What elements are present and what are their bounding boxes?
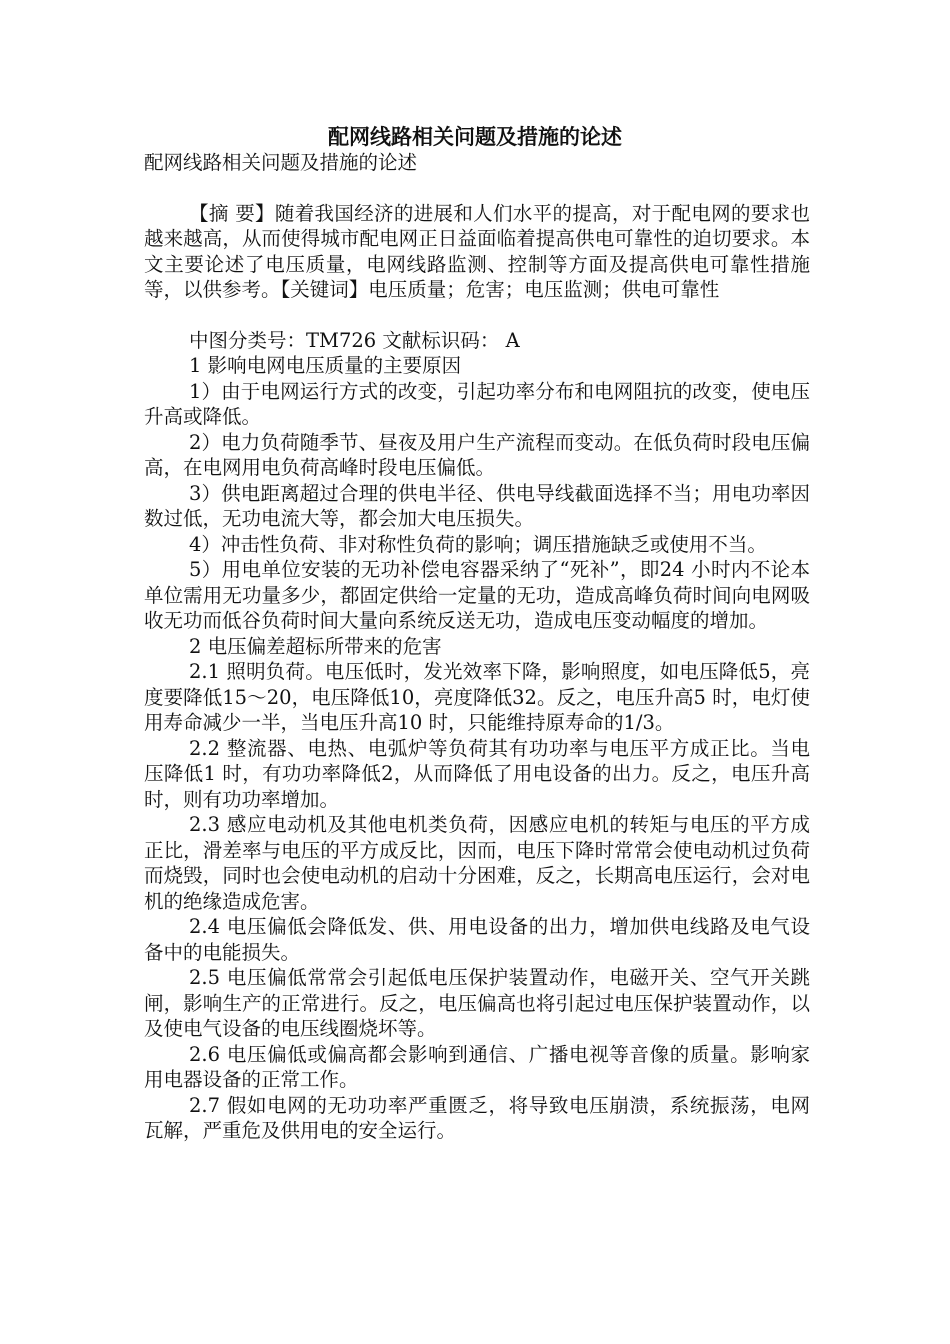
section-2-item: 2.4 电压偏低会降低发、供、用电设备的出力，增加供电线路及电气设备中的电能损失。: [144, 915, 810, 964]
abstract-paragraph: 【摘 要】随着我国经济的进展和人们水平的提高，对于配电网的要求也越来越高，从而使得城市配电网正日益面临着提高供电可靠性的迫切要求。本文主要论述了电压质量，电网线路监测、控制等方面及提高供电可靠性措施等，以供参考。【关键词】电压质量；危害；电压监测；供电可靠性: [144, 201, 810, 301]
section-1-item: 1）由于电网运行方式的改变，引起功率分布和电网阻抗的改变，使电压升高或降低。: [144, 379, 810, 428]
section-1-item: 3）供电距离超过合理的供电半径、供电导线截面选择不当；用电功率因数过低，无功电流大等，都会加大电压损失。: [144, 481, 810, 530]
section-1-item: 4）冲击性负荷、非对称性负荷的影响；调压措施缺乏或使用不当。: [189, 532, 767, 556]
section-2-item: 2.3 感应电动机及其他电机类负荷，因感应电机的转矩与电压的平方成正比，滑差率与电压的平方成反比，因而，电压下降时常常会使电动机过负荷而烧毁，同时也会使电动机的启动十分困难，反之，长期高电压运行，会对电机的绝缘造成危害。: [144, 813, 810, 913]
blank-line: [144, 176, 810, 201]
section-2-item: 2.5 电压偏低常常会引起低电压保护装置动作，电磁开关、空气开关跳闸，影响生产的正常进行。反之，电压偏高也将引起过电压保护装置动作，以及使电气设备的电压线圈烧坏等。: [144, 966, 810, 1040]
section-1-item: 2）电力负荷随季节、昼夜及用户生产流程而变动。在低负荷时段电压偏高，在电网用电负荷高峰时段电压偏低。: [144, 430, 810, 479]
section-2-heading: 2 电压偏差超标所带来的危害: [189, 634, 442, 658]
document-title: 配网线路相关问题及措施的论述: [328, 124, 622, 149]
document-body: [144, 150, 810, 1144]
section-2-item: 2.6 电压偏低或偏高都会影响到通信、广播电视等音像的质量。影响家用电器设备的正常工作。: [144, 1042, 810, 1091]
section-2-item: 2.1 照明负荷。电压低时，发光效率下降，影响照度，如电压降低5，亮度要降低15～20，电压降低10，亮度降低32。反之，电压升高5 时，电灯使用寿命减少一半，当电压升高10 时，只能维持原寿命的1/3。: [144, 660, 810, 734]
section-1-item: 5）用电单位安装的无功补偿电容器采纳了“死补”，即24 小时内不论本单位需用无功量多少，都固定供给一定量的无功，造成高峰负荷时间向电网吸收无功而低谷负荷时间大量向系统反送无功，造成电压变动幅度的增加。: [144, 558, 810, 632]
section-2-item: 2.7 假如电网的无功功率严重匮乏，将导致电压崩溃，系统振荡，电网瓦解，严重危及供用电的安全运行。: [144, 1093, 810, 1142]
classification-line: 中图分类号：TM726 文献标识码： A: [189, 328, 520, 352]
document-subtitle: 配网线路相关问题及措施的论述: [144, 151, 418, 174]
section-1-heading: 1 影响电网电压质量的主要原因: [189, 354, 462, 377]
blank-line: [144, 303, 810, 328]
section-2-item: 2.2 整流器、电热、电弧炉等负荷其有功功率与电压平方成正比。当电压降低1 时，有功功率降低2，从而降低了用电设备的出力。反之，电压升高时，则有功功率增加。: [144, 736, 810, 811]
